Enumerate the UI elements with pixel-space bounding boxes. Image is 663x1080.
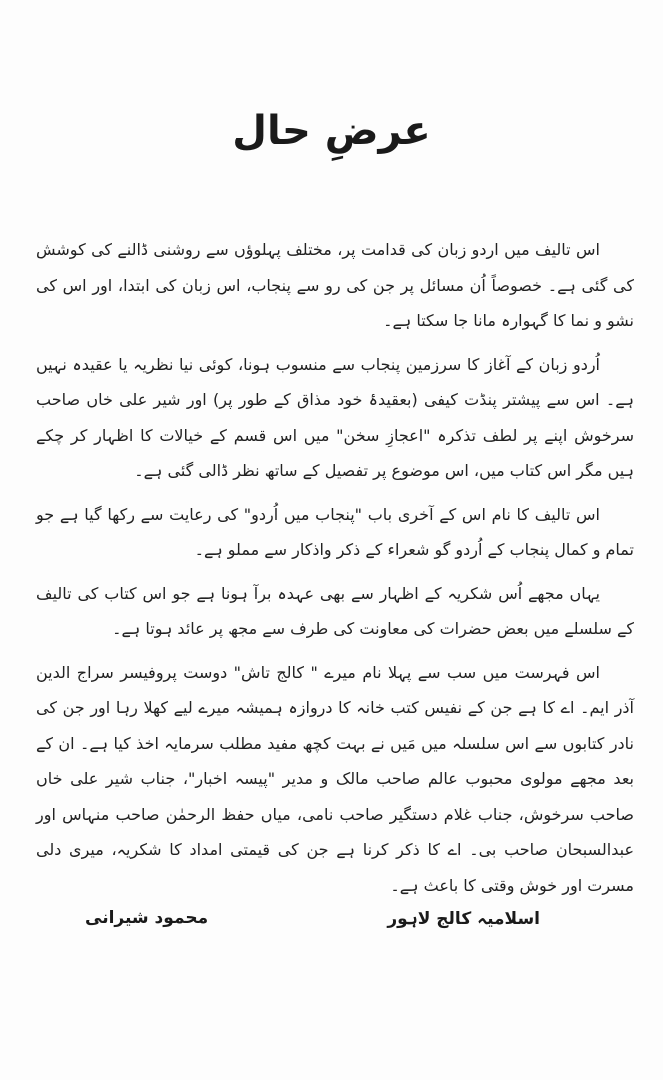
page-title: عرضِ حال xyxy=(232,108,431,154)
place-of-writing: اسلامیہ کالج لاہور xyxy=(387,909,540,929)
paragraph: اس تالیف کا نام اس کے آخری باب "پنجاب میں اُردو" کی رعایت سے رکھا گیا ہے جو تمام و کمال پنجاب کے اُردو گو شعراء کے ذکر واذکار سے مملو ہے۔ xyxy=(36,504,634,559)
body-text xyxy=(36,232,634,911)
paragraph: اس تالیف میں اردو زبان کی قدامت پر، مختلف پہلوؤں سے روشنی ڈالنے کی کوشش کی گئی ہے۔ خصوصاً اُن مسائل پر جن کی رو سے پنجاب، اس زبان کی ابتدا، اور اس کی نشو و نما کا گہوارہ مانا جا سکتا ہے۔ xyxy=(36,240,634,330)
paragraph: اُردو زبان کے آغاز کا سرزمین پنجاب سے منسوب ہونا، کوئی نیا نظریہ یا عقیدہ نہیں ہے۔ اس سے پیشتر پنڈت کیفی (بعقیدۂ خود مذاق کے طور پر) اور شیر علی خاں صاحب سرخوش اپنے پر لطف تذکرہ "اعجازِ سخن" میں اس قسم کے خیالات کا اظہار کر چکے ہیں مگر اس کتاب میں، اس موضوع پر تفصیل کے ساتھ نظر ڈالی گئی ہے۔ xyxy=(36,354,634,480)
author-name: محمود شیرانی xyxy=(85,908,209,928)
paragraph: یہاں مجھے اُس شکریہ کے اظہار سے بھی عہدہ برآ ہونا ہے جو اس کتاب کی تالیف کے سلسلے میں بعض حضرات کی معاونت کی طرف سے مجھ پر عائد ہوتا ہے۔ xyxy=(36,583,634,638)
paragraph: اس فہرست میں سب سے پہلا نام میرے " کالج تاش" دوست پروفیسر سراج الدین آذر ایم۔ اے کا ہے جن کے نفیس کتب خانہ کا دروازہ ہمیشہ میرے لیے کھلا رہا اور جن کی نادر کتابوں سے اس سلسلہ میں مَیں نے بہت کچھ مفید مطلب سرمایہ اخذ کیا ہے۔ ان کے بعد مجھے مولوی محبوب عالم صاحب مالک و مدیر "پیسہ اخبار"، جناب شیر علی خاں صاحب سرخوش، جناب غلام دستگیر صاحب نامی، میاں حفظ الرحمٰن صاحب منہاس اور عبدالسبحان صاحب بی۔ اے کا ذکر کرنا ہے جن کی قیمتی امداد کا شکریہ، میری دلی مسرت اور خوش وقتی کا باعث ہے۔ xyxy=(36,662,634,895)
